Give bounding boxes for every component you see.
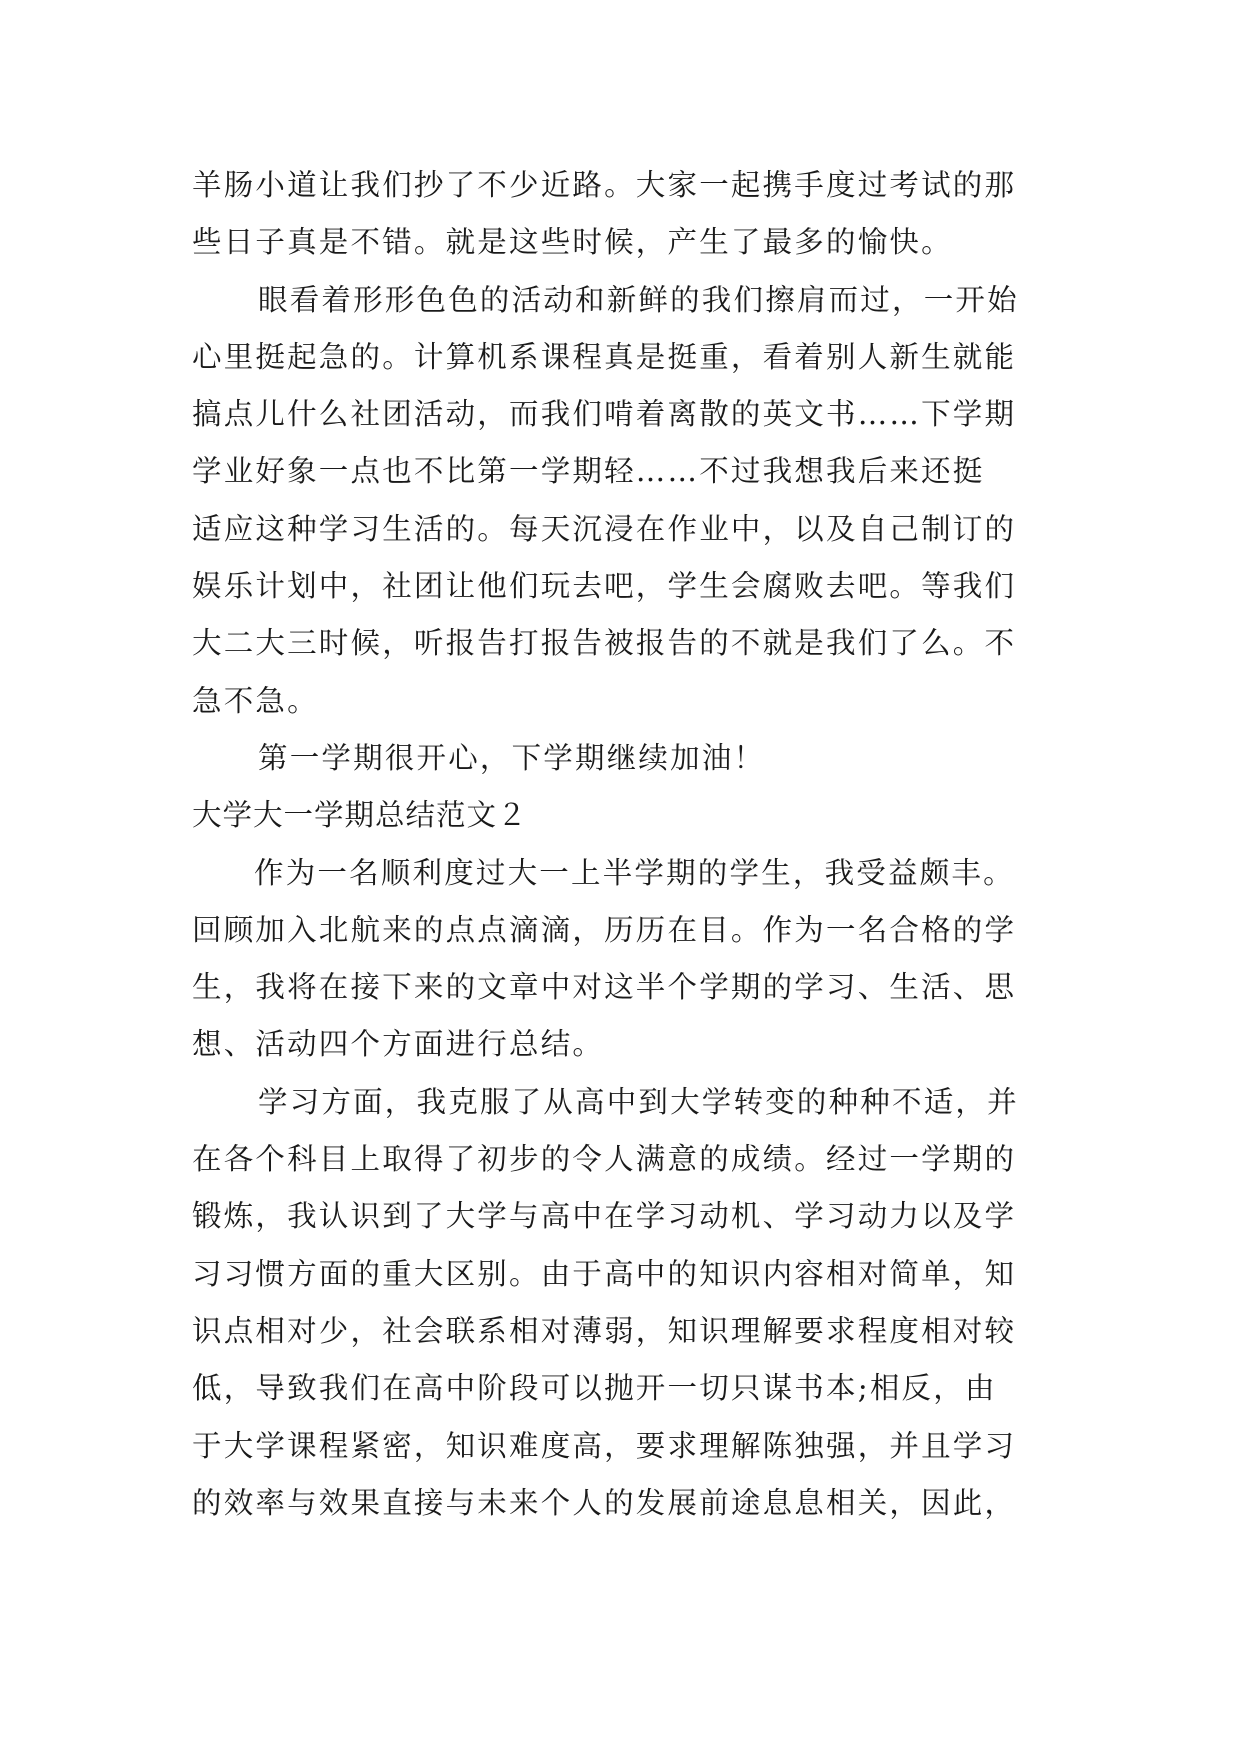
text-line: 习习惯方面的重大区别。由于高中的知识内容相对简单，知: [192, 1256, 1017, 1291]
paragraph-start-line: 作为一名顺利度过大一上半学期的学生，我受益颇丰。: [254, 855, 1015, 890]
text-line: 生，我将在接下来的文章中对这半个学期的学习、生活、思: [192, 970, 1017, 1005]
text-line: 心里挺起急的。计算机系课程真是挺重，看着别人新生就能: [192, 339, 1017, 374]
text-line: 适应这种学习生活的。每天沉浸在作业中，以及自己制订的: [192, 511, 1017, 546]
text-line: 低，导致我们在高中阶段可以抛开一切只谋书本;相反，由: [192, 1371, 997, 1406]
text-line: 搞点儿什么社团活动，而我们啃着离散的英文书……下学期: [192, 397, 1017, 432]
text-line: 于大学课程紧密，知识难度高，要求理解陈独强，并且学习: [192, 1428, 1017, 1463]
text-line: 想、活动四个方面进行总结。: [192, 1027, 605, 1062]
text-line: 大二大三时候，听报告打报告被报告的不就是我们了么。不: [192, 626, 1017, 661]
section-heading: 大学大一学期总结范文２: [192, 798, 528, 833]
paragraph-start-line: 眼看着形形色色的活动和新鲜的我们擦肩而过，一开始: [258, 282, 1019, 317]
text-line: 些日子真是不错。就是这些时候，产生了最多的愉快。: [192, 225, 953, 260]
paragraph-start-line: 学习方面，我克服了从高中到大学转变的种种不适，并: [258, 1084, 1019, 1119]
text-line: 识点相对少，社会联系相对薄弱，知识理解要求程度相对较: [192, 1313, 1017, 1348]
text-line: 羊肠小道让我们抄了不少近路。大家一起携手度过考试的那: [192, 168, 1017, 202]
text-line: 娱乐计划中，社团让他们玩去吧，学生会腐败去吧。等我们: [192, 569, 1017, 604]
text-line: 回顾加入北航来的点点滴滴，历历在目。作为一名合格的学: [192, 912, 1017, 947]
text-line: 急不急。: [192, 683, 319, 718]
paragraph-start-line: 第一学期很开心，下学期继续加油！: [258, 740, 766, 775]
text-line: 锻炼，我认识到了大学与高中在学习动机、学习动力以及学: [192, 1199, 1017, 1234]
text-line: 在各个科目上取得了初步的令人满意的成绩。经过一学期的: [192, 1142, 1017, 1177]
document-body: [192, 157, 1052, 1532]
text-line: 学业好象一点也不比第一学期轻……不过我想我后来还挺: [192, 454, 985, 489]
text-line: 的效率与效果直接与未来个人的发展前途息息相关，因此，: [192, 1485, 1017, 1520]
